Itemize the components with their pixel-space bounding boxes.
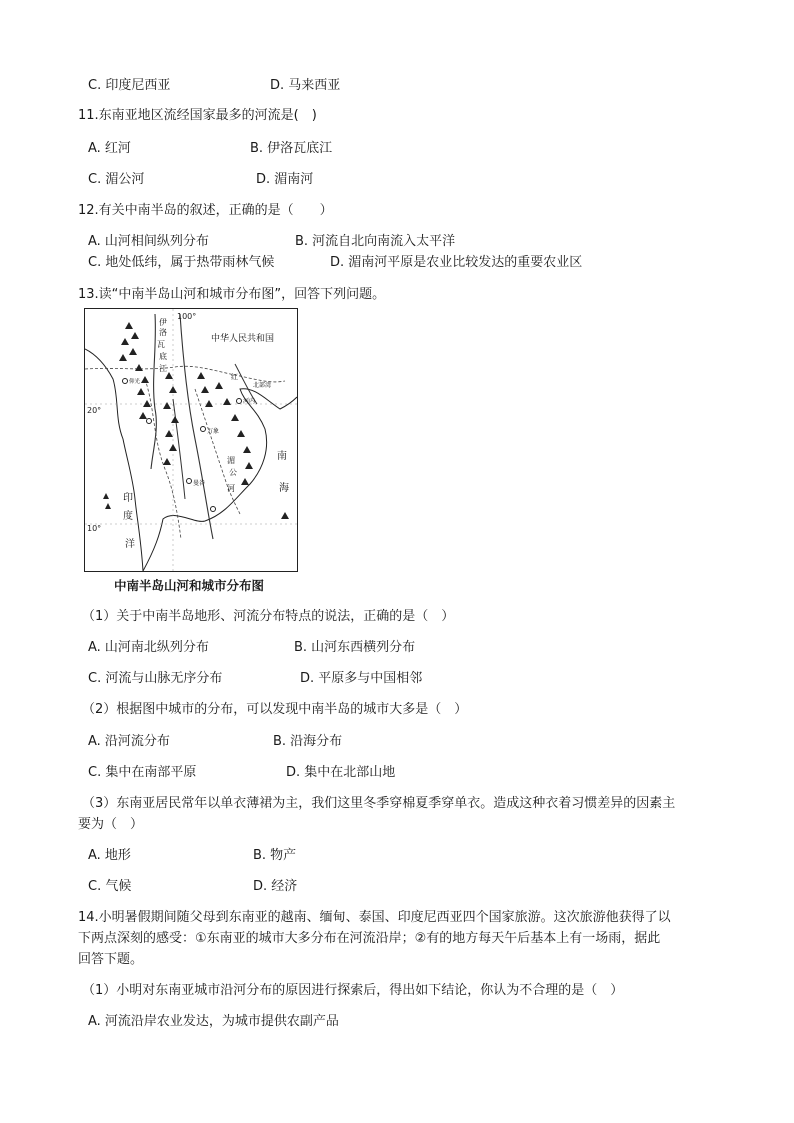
map-river-label-4: 底 bbox=[159, 352, 167, 361]
map-indian-1: 印 bbox=[123, 493, 133, 504]
map-china-label: 中华人民共和国 bbox=[211, 334, 275, 344]
q13-sub2-stem: （2）根据图中城市的分布，可以发现中南半岛的城市大多是（ ） bbox=[82, 702, 468, 717]
map-river-label-5: 江 bbox=[159, 364, 167, 373]
map-south-sea-1: 南 bbox=[277, 451, 287, 462]
q11-option-b: B. 伊洛瓦底江 bbox=[250, 141, 333, 156]
q13-sub1-option-d: D. 平原多与中国相邻 bbox=[300, 671, 423, 686]
map-river-label-2: 洛 bbox=[159, 328, 167, 337]
map-lon-label: 100° bbox=[177, 312, 197, 321]
q12-option-d: D. 湄南河平原是农业比较发达的重要农业区 bbox=[330, 255, 583, 270]
q13-sub2-option-b: B. 沿海分布 bbox=[273, 734, 343, 749]
q13-sub3-option-d: D. 经济 bbox=[253, 879, 298, 894]
map-vientiane-label: 万象 bbox=[207, 428, 220, 435]
q13-sub1-option-a: A. 山河南北纵列分布 bbox=[88, 640, 209, 655]
q13-sub1-option-c: C. 河流与山脉无序分布 bbox=[88, 671, 223, 686]
map-bangkok-label: 曼谷 bbox=[193, 480, 206, 487]
map-red-river-label: 红 bbox=[231, 373, 238, 381]
q11-option-d: D. 湄南河 bbox=[256, 172, 314, 187]
map-lat10-label: 10° bbox=[87, 524, 102, 533]
indochina-map bbox=[84, 308, 298, 572]
map-hanoi-label: 河内 bbox=[243, 398, 256, 405]
q13-sub2-option-d: D. 集中在北部山地 bbox=[286, 765, 396, 780]
map-lat20-label: 20° bbox=[87, 406, 102, 415]
q13-sub3-option-b: B. 物产 bbox=[253, 848, 297, 863]
q12-option-a: A. 山河相间纵列分布 bbox=[88, 234, 209, 249]
q13-sub2-option-a: A. 沿河流分布 bbox=[88, 734, 170, 749]
map-river-label-3: 瓦 bbox=[157, 340, 165, 349]
q12-option-b: B. 河流自北向南流入太平洋 bbox=[295, 234, 456, 249]
q11-option-a: A. 红河 bbox=[88, 141, 131, 156]
q14-stem-line1: 14.小明暑假期间随父母到东南亚的越南、缅甸、泰国、印度尼西亚四个国家旅游。这次旅游他获得了以 bbox=[78, 910, 671, 925]
q13-sub2-option-c: C. 集中在南部平原 bbox=[88, 765, 197, 780]
q13-sub3-stem-line2: 要为（ ） bbox=[78, 817, 144, 832]
map-mekong-label-2: 公 bbox=[229, 468, 237, 477]
q14-sub1-option-a: A. 河流沿岸农业发达，为城市提供农副产品 bbox=[88, 1014, 339, 1029]
q14-stem-line2: 下两点深刻的感受：①东南亚的城市大多分布在河流沿岸；②有的地方每天午后基本上有一场雨，据此 bbox=[78, 931, 661, 946]
q11-option-c: C. 湄公河 bbox=[88, 172, 145, 187]
map-gulf-label: 北部湾 bbox=[253, 382, 272, 389]
map-caption: 中南半岛山河和城市分布图 bbox=[114, 578, 265, 593]
q10-option-d: D. 马来西亚 bbox=[270, 78, 341, 93]
q14-sub1-stem: （1）小明对东南亚城市沿河分布的原因进行探索后，得出如下结论，你认为不合理的是（ ） bbox=[82, 983, 624, 998]
map-mekong-label-1: 湄 bbox=[227, 456, 235, 465]
map-indian-2: 度 bbox=[123, 511, 133, 522]
q10-option-c: C. 印度尼西亚 bbox=[88, 78, 171, 93]
q13-sub3-stem-line1: （3）东南亚居民常年以单衣薄裙为主，我们这里冬季穿棉夏季穿单衣。造成这种衣着习惯差异的因素主 bbox=[82, 796, 676, 811]
map-graphic bbox=[85, 309, 297, 571]
map-indian-3: 洋 bbox=[125, 539, 135, 550]
q13-sub3-option-c: C. 气候 bbox=[88, 879, 132, 894]
map-south-sea-2: 海 bbox=[279, 483, 289, 494]
q12-option-c: C. 地处低纬，属于热带雨林气候 bbox=[88, 255, 275, 270]
q13-stem: 13.读“中南半岛山河和城市分布图”，回答下列问题。 bbox=[78, 287, 386, 302]
q13-sub3-option-a: A. 地形 bbox=[88, 848, 131, 863]
q14-stem-line3: 回答下题。 bbox=[78, 952, 144, 967]
map-yangon-label: 仰光 bbox=[129, 379, 141, 385]
map-river-label-1: 伊 bbox=[159, 318, 167, 327]
map-mekong-label-3: 河 bbox=[227, 484, 235, 493]
q13-sub1-option-b: B. 山河东西横列分布 bbox=[294, 640, 416, 655]
q12-stem: 12.有关中南半岛的叙述，正确的是（ ） bbox=[78, 203, 333, 218]
q11-stem: 11.东南亚地区流经国家最多的河流是( ) bbox=[78, 108, 317, 123]
q13-sub1-stem: （1）关于中南半岛地形、河流分布特点的说法，正确的是（ ） bbox=[82, 609, 455, 624]
